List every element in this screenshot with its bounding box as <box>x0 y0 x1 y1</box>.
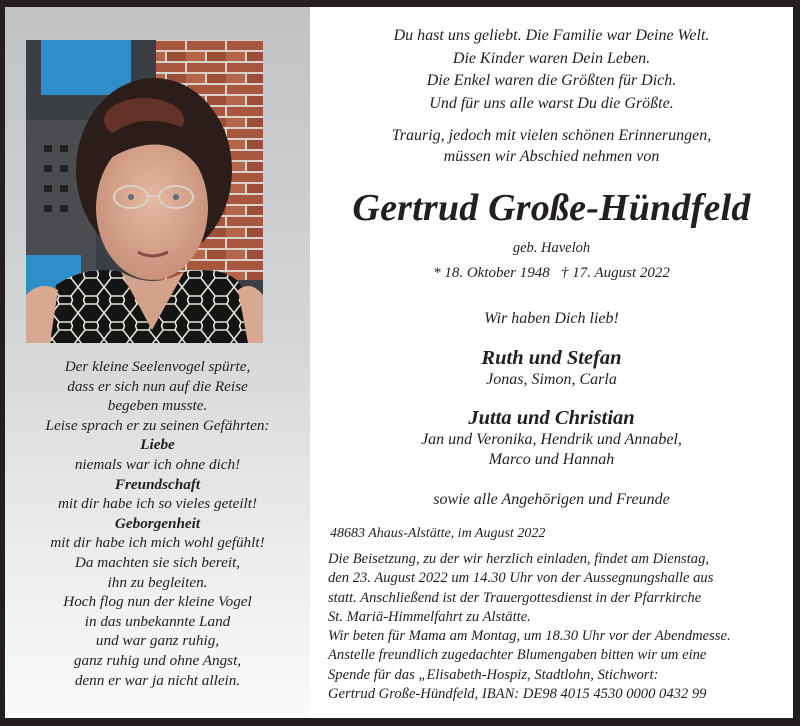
details-line: Spende für das „Elisabeth-Hospiz, Stadtlohn, Stichwort: <box>328 666 659 683</box>
poem-line: Leise sprach er zu seinen Gefährten: <box>45 416 270 434</box>
poem-heading-geborgenheit: Geborgenheit <box>114 514 201 532</box>
motto-line: Und für uns alle warst Du die Größte. <box>429 94 674 112</box>
life-dates <box>310 265 793 282</box>
family-parents: Ruth und Stefan <box>481 347 622 369</box>
details-line: Gertrud Große-Hündfeld, IBAN: DE98 4015 4530 0000 0432 99 <box>328 686 707 703</box>
poem-heading-freundschaft: Freundschaft <box>114 475 201 493</box>
poem-line: in das unbekannte Land <box>84 612 231 630</box>
motto-line: Die Enkel waren die Größten für Dich. <box>426 72 677 89</box>
family-children: Jonas, Simon, Carla <box>486 371 617 388</box>
family-children: Jan und Veronika, Hendrik und Annabel, <box>421 431 682 448</box>
portrait-photo <box>26 40 263 343</box>
poem-heading-liebe: Liebe <box>140 436 175 454</box>
poem-line: Der kleine Seelenvogel spürte, <box>64 358 251 375</box>
poem-line: ihn zu begleiten. <box>107 573 208 591</box>
portrait-illustration <box>26 40 263 343</box>
left-panel <box>5 7 310 718</box>
right-panel <box>310 7 793 718</box>
poem-line: begeben musste. <box>107 397 208 415</box>
motto <box>310 25 793 115</box>
details-line: Die Beisetzung, zu der wir herzlich einladen, findet am Dienstag, <box>328 551 710 567</box>
death-date: † 17. August 2022 <box>561 265 670 281</box>
poem <box>5 357 310 690</box>
poem-line: und war ganz ruhig, <box>95 632 220 650</box>
poem-line: dass er sich nun auf die Reise <box>67 377 248 395</box>
intro-line: müssen wir Abschied nehmen von <box>443 148 660 165</box>
family-parents: Jutta und Christian <box>468 407 635 429</box>
love-line: Wir haben Dich lieb! <box>484 310 619 327</box>
funeral-details <box>328 550 793 704</box>
relatives-line: sowie alle Angehörigen und Freunde <box>433 491 670 508</box>
poem-line: niemals war ich ohne dich! <box>74 455 241 473</box>
family-children: Marco und Hannah <box>488 451 615 468</box>
maiden-name: geb. Haveloh <box>512 240 591 256</box>
details-line: Anstelle freundlich zugedachter Blumengaben bitten wir um eine <box>328 647 707 664</box>
details-line: den 23. August 2022 um 14.30 Uhr von der Aussegnungshalle aus <box>328 570 714 587</box>
poem-line: mit dir habe ich so vieles geteilt! <box>57 495 258 513</box>
birth-date: * 18. Oktober 1948 <box>433 265 550 281</box>
details-line: Wir beten für Mama am Montag, um 18.30 Uhr vor der Abendmesse. <box>328 628 731 645</box>
poem-line: denn er war ja nicht allein. <box>74 671 241 689</box>
motto-line: Du hast uns geliebt. Die Familie war Deine Welt. <box>393 27 710 44</box>
family-group-2 <box>310 406 793 470</box>
details-line: St. Mariä-Himmelfahrt zu Alstätte. <box>328 608 531 625</box>
motto-line: Die Kinder waren Dein Leben. <box>452 49 651 67</box>
poem-line: Hoch flog nun der kleine Vogel <box>63 593 252 611</box>
poem-line: Da machten sie sich bereit, <box>74 553 241 571</box>
farewell-intro <box>310 125 793 167</box>
intro-line: Traurig, jedoch mit vielen schönen Erinnerungen, <box>391 127 712 144</box>
place-date: 48683 Ahaus-Alstätte, im August 2022 <box>330 526 546 541</box>
deceased-name: Gertrud Große-Hündfeld <box>352 187 751 229</box>
details-line: statt. Anschließend ist der Trauergottesdienst in der Pfarrkirche <box>328 589 702 606</box>
poem-line: mit dir habe ich mich wohl gefühlt! <box>50 534 265 552</box>
obituary-frame <box>5 7 793 718</box>
poem-line: ganz ruhig und ohne Angst, <box>73 651 242 669</box>
family-group-1 <box>310 346 793 390</box>
